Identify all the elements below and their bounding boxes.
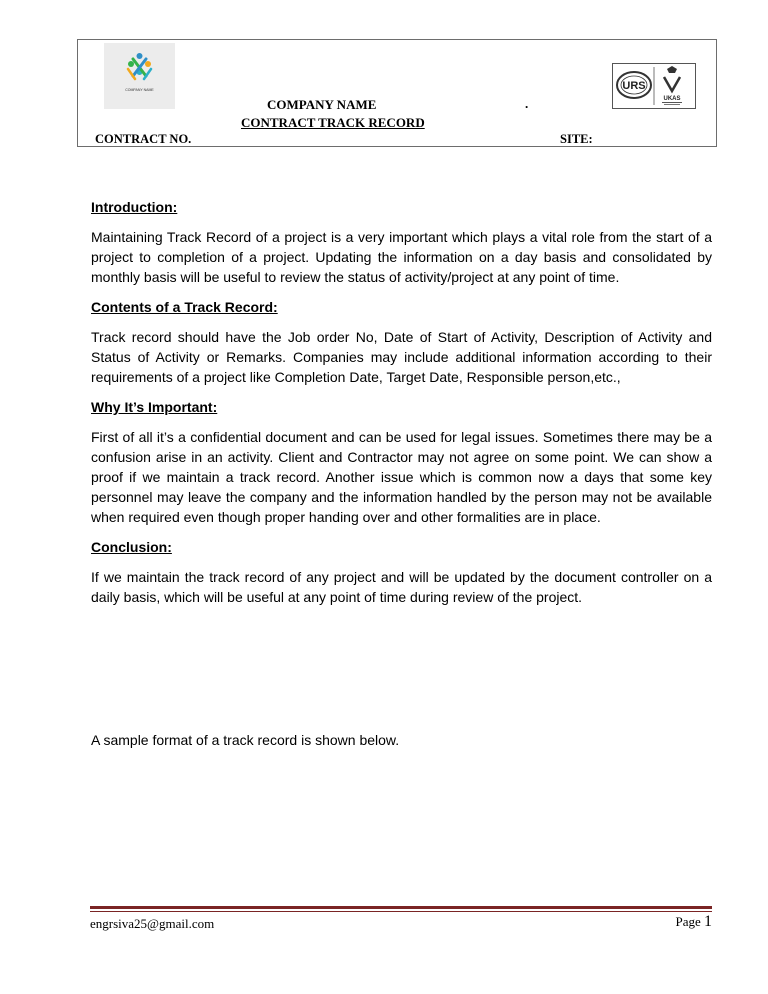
- document-body: [91, 197, 712, 617]
- company-name: COMPANY NAME: [267, 97, 377, 112]
- section-paragraph: First of all it’s a confidential document and can be used for legal issues. Sometimes there may be a confusion arise in an activity. Client and Contractor may not agree on some point. We can show a proof if we maintain a track record. Another issue which is common now a days that some key personnel may leave the company and the information handled by the person may not be available when required even though proper handing over and other formalities are in place.: [91, 429, 712, 525]
- logo-caption: COMPANY NAME: [125, 88, 154, 92]
- logo-icon: [104, 43, 175, 87]
- section-paragraph: Track record should have the Job order No, Date of Start of Activity, Description of Activity and Status of Activity or Remarks. Companies may include additional information according to their requirements of a project like Completion Date, Target Date, Responsible person,etc.,: [91, 329, 712, 385]
- site-label: SITE:: [560, 132, 593, 146]
- header-dot: .: [525, 96, 529, 111]
- sample-note: A sample format of a track record is shown below.: [91, 732, 400, 748]
- section-heading: Why It’s Important:: [91, 399, 218, 415]
- section-heading: Contents of a Track Record:: [91, 299, 278, 315]
- section-heading: Conclusion:: [91, 539, 172, 555]
- section-paragraph: If we maintain the track record of any project and will be updated by the document controller on a daily basis, which will be useful at any point of time during review of the project.: [91, 569, 712, 605]
- section-importance: [91, 397, 712, 527]
- footer-rule-thin: [90, 911, 712, 912]
- page-number: 1: [704, 913, 712, 930]
- certification-logo: [612, 63, 696, 109]
- section-heading: Introduction:: [91, 199, 178, 215]
- footer-page: [675, 913, 712, 931]
- cert-right-text: UKAS: [663, 96, 681, 102]
- footer-rule: [90, 906, 712, 909]
- section-paragraph: Maintaining Track Record of a project is a very important which plays a vital role from the start of a project to completion of a project. Updating the information on a day basis and consolidated by monthly basis will be useful to review the status of activity/project at any point of time.: [91, 229, 712, 285]
- section-introduction: [91, 197, 712, 287]
- section-conclusion: [91, 537, 712, 607]
- footer-email: engrsiva25@gmail.com: [90, 916, 215, 931]
- page-label: Page: [675, 914, 701, 929]
- cert-left-text: URS: [622, 80, 646, 92]
- section-contents: [91, 297, 712, 387]
- contract-no-label: CONTRACT NO.: [95, 132, 192, 146]
- document-title: CONTRACT TRACK RECORD: [241, 115, 425, 130]
- company-logo: [104, 43, 175, 109]
